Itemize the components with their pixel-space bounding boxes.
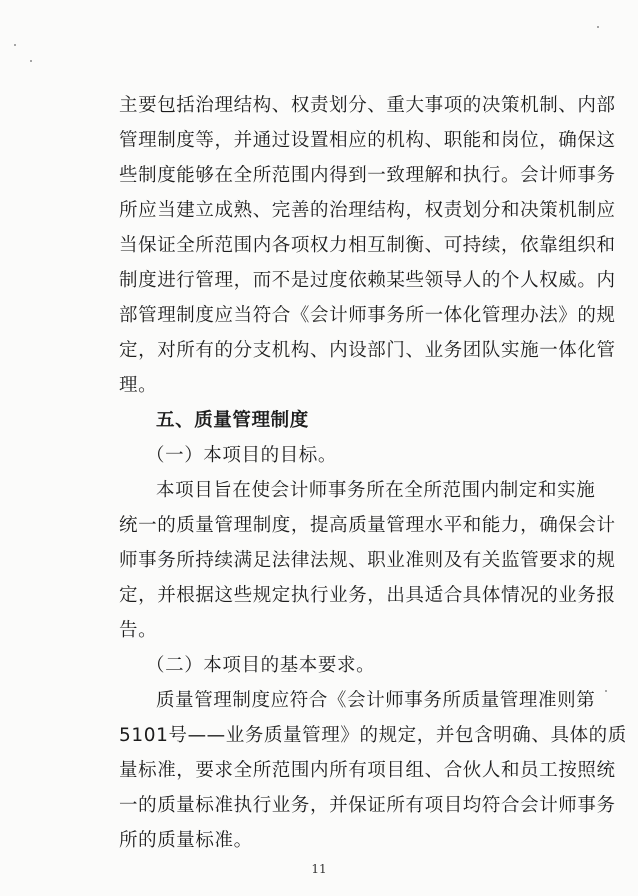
paragraph-line: 告。	[119, 620, 158, 641]
paragraph-line: 所的质量标准。	[119, 830, 253, 851]
paragraph-line: 5101号——业务质量管理》的规定，并包含明确、具体的质	[119, 725, 627, 746]
paragraph-line: 些制度能够在全所范围内得到一致理解和执行。会计师事务	[119, 165, 616, 186]
paragraph-line: 理。	[119, 375, 158, 396]
scan-speck	[30, 60, 32, 62]
paragraph-line: 一的质量标准执行业务，并保证所有项目均符合会计师事务	[119, 795, 616, 816]
scan-speck	[14, 44, 16, 46]
paragraph-line: 所应当建立成熟、完善的治理结构，权责划分和决策机制应	[119, 200, 616, 221]
page-number: 11	[311, 862, 327, 876]
paragraph-line: 师事务所持续满足法律法规、职业准则及有关监管要求的规	[119, 550, 616, 571]
paragraph-line: 当保证全所范围内各项权力相互制衡、可持续，依靠组织和	[119, 235, 616, 256]
subheading: （二）本项目的基本要求。	[146, 655, 376, 676]
paragraph-line: 本项目旨在使会计师事务所在全所范围内制定和实施	[156, 480, 596, 501]
paragraph-line: 统一的质量管理制度，提高质量管理水平和能力，确保会计	[119, 515, 616, 536]
paragraph-line: 定，并根据这些规定执行业务，出具适合具体情况的业务报	[119, 585, 616, 606]
paragraph-line: 定，对所有的分支机构、内设部门、业务团队实施一体化管	[119, 340, 616, 361]
paragraph-line: 质量管理制度应符合《会计师事务所质量管理准则第	[156, 690, 596, 711]
paragraph-line: 管理制度等，并通过设置相应的机构、职能和岗位，确保这	[119, 130, 616, 151]
paragraph-line: 制度进行管理，而不是过度依赖某些领导人的个人权威。内	[119, 270, 616, 291]
scan-speck	[605, 690, 607, 692]
subheading: （一）本项目的目标。	[146, 445, 338, 466]
paragraph-line: 量标准，要求全所范围内所有项目组、合伙人和员工按照统	[119, 760, 616, 781]
paragraph-line: 主要包括治理结构、权责划分、重大事项的决策机制、内部	[119, 95, 616, 116]
section-heading: 五、质量管理制度	[156, 410, 309, 431]
paragraph-line: 部管理制度应当符合《会计师事务所一体化管理办法》的规	[119, 305, 616, 326]
scan-speck	[597, 26, 599, 28]
